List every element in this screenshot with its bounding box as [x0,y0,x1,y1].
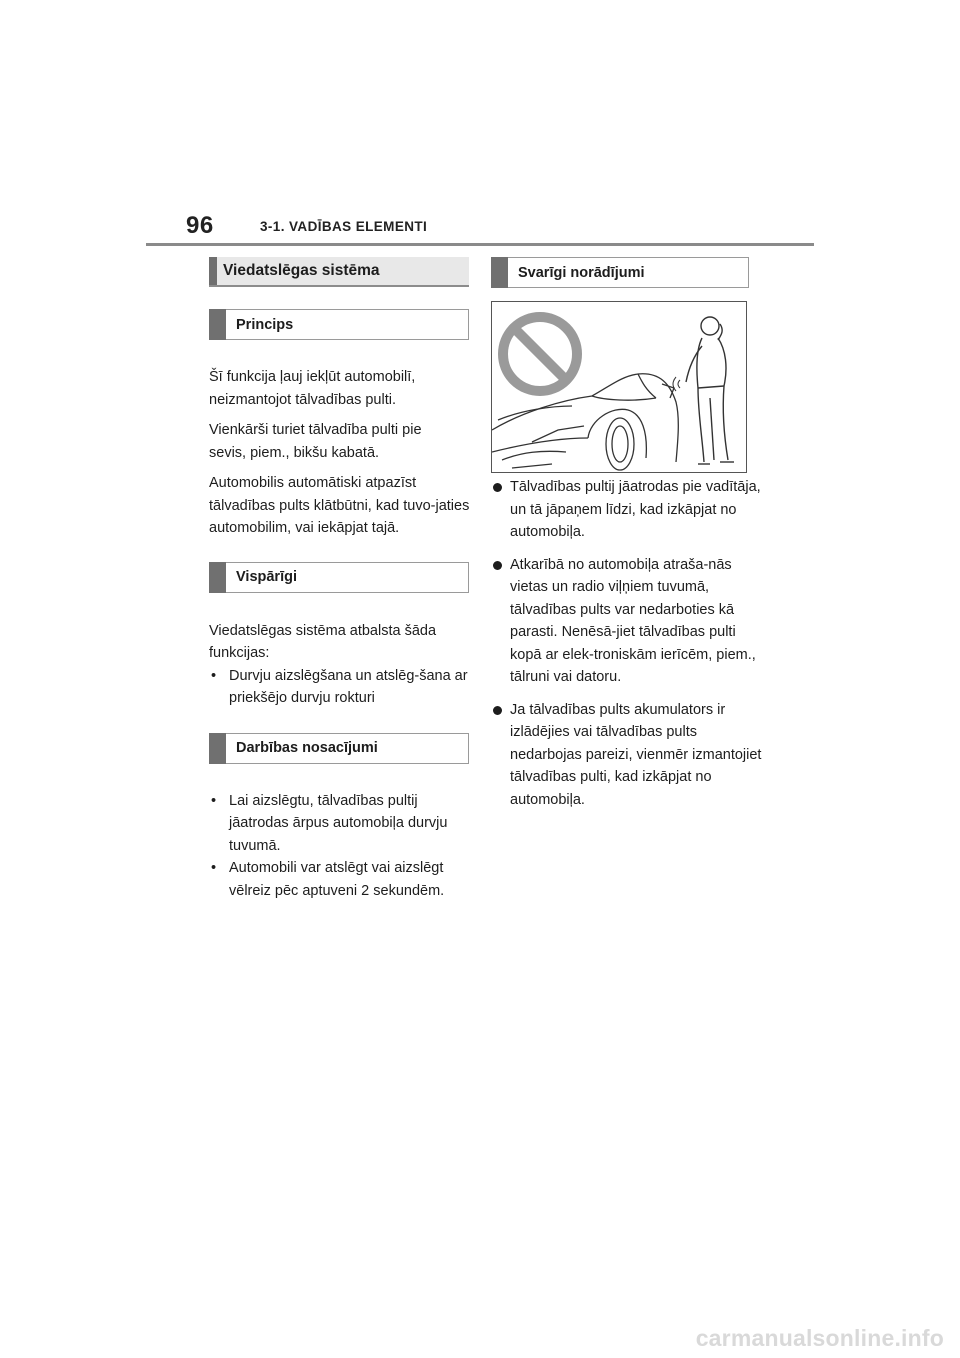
right-column [491,257,762,811]
page-number: 96 [186,212,214,239]
conditions-heading: Darbības nosacījumi [236,740,378,756]
principle-text [209,366,469,540]
notes-heading: Svarīgi norādījumi [518,264,645,281]
principle-heading: Princips [236,316,294,333]
bullet-dot-icon [493,561,502,570]
conditions-text [209,790,469,903]
conditions-heading-box [209,733,469,764]
list-item: • Automobili var atslēgt vai aizslēgt vēlreiz pēc aptuveni 2 sekundēm. [209,857,465,902]
principle-paragraph: Vienkārši turiet tālvadība pulti pie sevis, piem., bikšu kabatā. [209,422,422,461]
list-item [491,476,766,544]
bullet-dot-icon [493,706,502,715]
notes-heading-box [491,257,749,288]
car-remote-illustration [491,301,747,473]
main-heading: Viedatslēgas sistēma [223,262,380,279]
list-item-text: Atkarībā no automobiļa atraša-nās vietas un radio viļņiem tuvumā, tālvadības pults var nedarboties kā parasti. Nenēsā-jiet tālvadības pulti kopā ar elek-troniskām ierīcēm, piem., tālruni vai datoru. [510,556,756,685]
prohibition-sign-car-person-illustration [492,302,747,473]
general-text [209,620,469,710]
bullet-dot-icon [493,483,502,492]
notes-list [491,476,762,811]
section-title: 3-1. VADĪBAS ELEMENTI [260,219,428,234]
list-item [491,699,766,812]
header-rule [146,243,814,246]
list-item-text: Ja tālvadības pults akumulators ir izlādējies vai tālvadības pults nedarbojas pareizi, vienmēr izmantojiet tālvadības pulti, kad izkāpjat no automobiļa. [510,701,762,808]
principle-paragraph: Automobilis automātiski atpazīst tālvadības pults klātbūtni, kad tuvo-jaties automobilim, vai iekāpjat tajā. [209,475,470,536]
main-heading-box [209,257,469,287]
list-item-text: Tālvadības pultij jāatrodas pie vadītāja, un tā jāpaņem līdzi, kad izkāpjat no automobiļa. [510,479,761,540]
general-heading: Vispārīgi [236,569,297,585]
list-item: • Durvju aizslēgšana un atslēg-šana ar priekšējo durvju rokturi [209,665,469,710]
watermark: carmanualsonline.info [695,1325,944,1351]
list-item [491,554,766,689]
general-heading-box [209,562,469,593]
principle-heading-box [209,309,469,340]
principle-paragraph: Šī funkcija ļauj iekļūt automobilī, neizmantojot tālvadības pulti. [209,369,416,408]
list-item: • Lai aizslēgtu, tālvadības pultij jāatrodas ārpus automobiļa durvju tuvumā. [209,790,465,858]
left-column [209,257,469,902]
general-intro: Viedatslēgas sistēma atbalsta šāda funkcijas: [209,622,437,661]
